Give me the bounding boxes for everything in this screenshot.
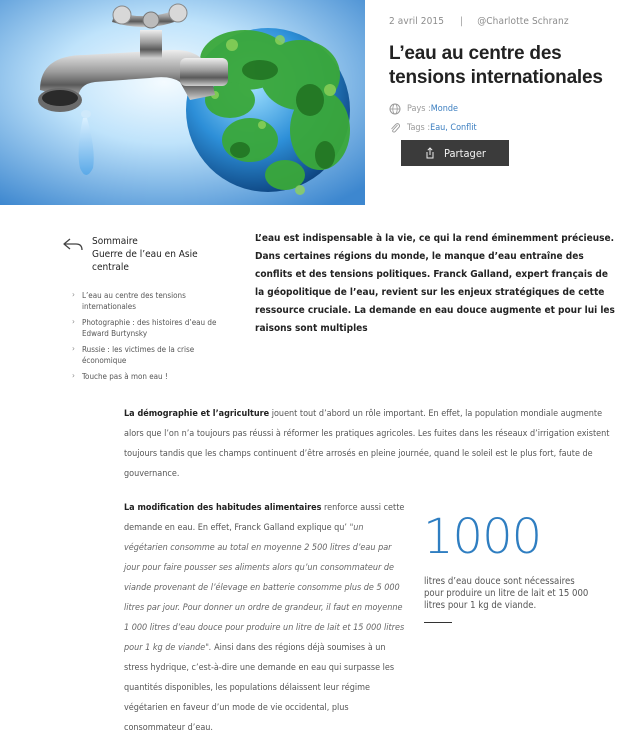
summary-header[interactable]	[62, 235, 232, 274]
paragraph-heading: La modification des habitudes alimentaires	[124, 503, 322, 513]
summary-item-label: Touche pas à mon eau !	[82, 372, 168, 381]
stat-divider	[424, 622, 452, 623]
share-icon	[424, 147, 436, 159]
summary-item[interactable]	[72, 290, 232, 312]
share-button[interactable]	[401, 140, 509, 166]
chevron-right-icon: ›	[72, 344, 75, 353]
body-paragraph-2	[124, 498, 409, 738]
tags-row	[389, 122, 477, 134]
article-title: L’eau au centre des tensions internationales	[389, 43, 603, 88]
meta-separator: |	[460, 16, 464, 27]
paragraph-text: renforce aussi cette demande en eau. En effet, Franck Galland explique qu’	[124, 503, 405, 533]
summary-item[interactable]	[72, 371, 232, 382]
body-paragraph-1	[124, 404, 619, 484]
quote-text: "un végétarien consomme au total en moyenne 2 500 litres d’eau par jour pour faire pousser ses aliments alors qu’un consommateur de viande provenant de l’élevage en batterie consomme plus de 5 000 litres par jour. Pour donner un ordre de grandeur, il faut en moyenne 1 000 litres d’eau douce pour produire un litre de lait et 15 000 litres pour 1 kg de viande".	[124, 523, 405, 653]
globe-icon	[389, 103, 401, 115]
summary-subtitle[interactable]: Guerre de l’eau en Asie centrale	[92, 249, 198, 273]
author-link[interactable]: @Charlotte Schranz	[477, 16, 569, 27]
summary-title: Sommaire	[92, 236, 138, 247]
article-meta	[389, 16, 569, 27]
country-label: Pays :	[407, 104, 431, 114]
summary-item[interactable]	[72, 317, 232, 339]
chevron-right-icon: ›	[72, 317, 75, 326]
paragraph-text: Ainsi dans des régions déjà soumises à un stress hydrique, c’est-à-dire une demande en eau qui surpasse les quantités disponibles, les populations délaissent leur régime végétarien en faveur d’un mode de vie occidental, plus consommateur d’eau.	[124, 643, 395, 733]
share-label: Partager	[444, 146, 486, 160]
summary-item-label: L’eau au centre des tensions internationales	[82, 291, 186, 311]
country-link[interactable]: Monde	[430, 104, 458, 114]
chevron-right-icon: ›	[72, 371, 75, 380]
chevron-right-icon: ›	[72, 290, 75, 299]
back-arrow-icon[interactable]	[62, 237, 84, 253]
paragraph-text: jouent tout d’abord un rôle important. En effet, la population mondiale augmente alors que l’on n’a toujours pas réussi à réformer les pratiques agricoles. Les fuites dans les réseaux d’irrigation existent toujours tandis que les champs continuent d’être arrosés en pleine journée, quand le soleil est le plus fort, faute de gouvernance.	[124, 409, 610, 479]
paperclip-icon	[389, 122, 401, 134]
summary-item-label: Photographie : des histoires d’eau de Edward Burtynsky	[82, 318, 217, 338]
summary-item-label: Russie : les victimes de la crise économique	[82, 345, 195, 365]
tags-label: Tags :	[407, 123, 431, 133]
lead-paragraph: L’eau est indispensable à la vie, ce qui la rend éminemment précieuse. Dans certaines régions du monde, le manque d’eau entraîne des conflits et des tensions politiques. Franck Galland, expert français de la géopolitique de l’eau, revient sur les enjeux stratégiques de cette ressource cruciale. La demande en eau douce augmente et pour lui les raisons sont multiples	[255, 233, 615, 334]
country-row	[389, 103, 458, 115]
tags-link[interactable]: Eau, Conflit	[430, 123, 477, 133]
summary-panel	[62, 235, 232, 387]
hero-image	[0, 0, 365, 205]
article-date: 2 avril 2015	[389, 16, 445, 27]
summary-item[interactable]	[72, 344, 232, 366]
summary-list	[72, 290, 232, 382]
stat-caption: litres d’eau douce sont nécessaires pour produire un litre de lait et 15 000 litres pour 1 kg de viande.	[424, 576, 589, 611]
stat-number: 1000	[423, 509, 542, 565]
paragraph-heading: La démographie et l’agriculture	[124, 409, 270, 419]
